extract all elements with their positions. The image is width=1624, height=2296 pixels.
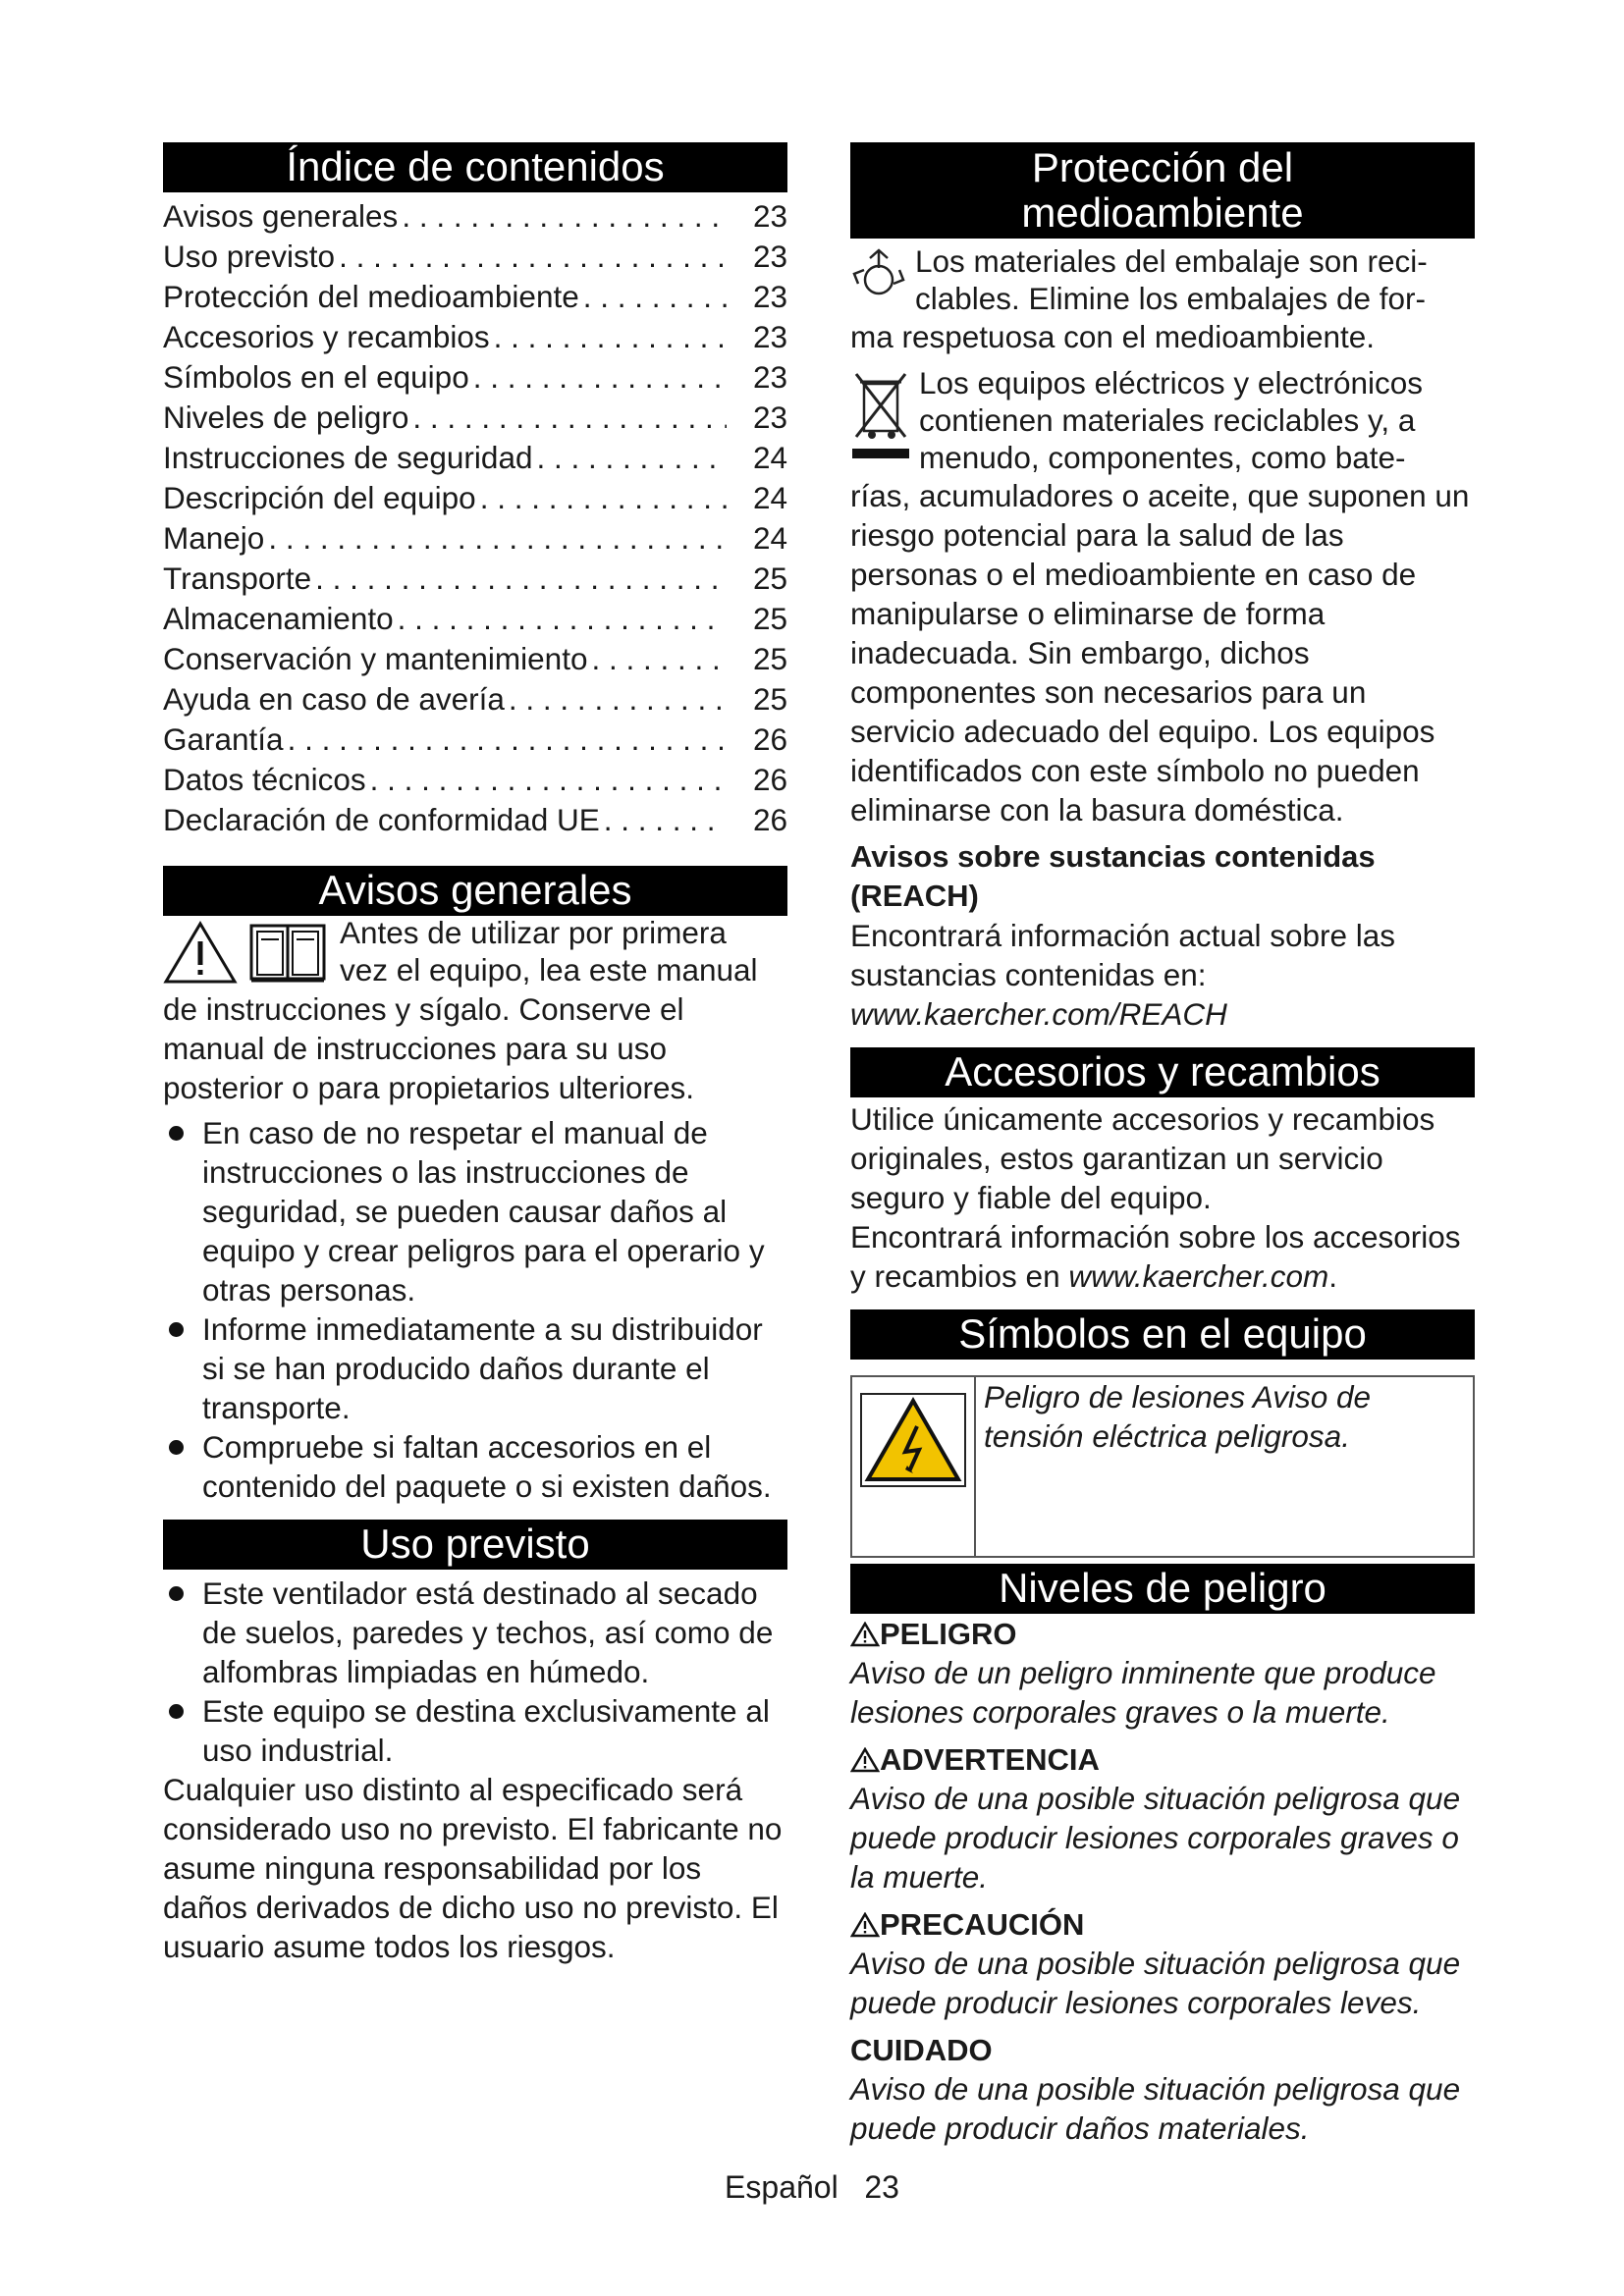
avisos-intro-line2: vez el equipo, lea este manual: [340, 952, 758, 988]
accesorios-text1: Utilice únicamente accesorios y recambios originales, estos garantizan un servicio seguro y fiable del equipo.: [850, 1101, 1435, 1215]
avisos-bullet: Informe inmediatamente a su distribuidor si se han producido daños durante el transporte.: [163, 1309, 787, 1427]
toc-entry[interactable]: Niveles de peligro . . . 23: [163, 398, 787, 438]
manual-book-icon: [247, 920, 328, 989]
footer-page-number: 23: [864, 2169, 899, 2205]
weee-notice: [850, 365, 1475, 476]
caution-level: [850, 1906, 1475, 2022]
recycle-line3: ma respetuosa con el medioambiente.: [850, 319, 1376, 354]
toc-entry[interactable]: Símbolos en el equipo . . . 23: [163, 357, 787, 398]
warning-text: Aviso de una posible situación peligrosa que puede producir lesiones corporales graves o la muerte.: [850, 1781, 1461, 1895]
caution-label: PRECAUCIÓN: [880, 1907, 1085, 1942]
uso-bullet: Este ventilador está destinado al secado de suelos, paredes y techos, así como de alfombras limpiadas en húmedo.: [163, 1574, 787, 1691]
weee-text: rías, acumuladores o aceite, que suponen un riesgo potencial para la salud de las personas o el medioambiente en caso de manipularse o eliminarse de forma inadecuada. Sin embargo, dichos componentes son necesarios para un servicio adecuado del equipo. Los equipos identificados con este símbolo no pueden eliminarse con la basura doméstica.: [850, 478, 1470, 828]
avisos-title: Avisos generales: [163, 866, 787, 916]
toc-entry[interactable]: Conservación y mantenimiento . . . 25: [163, 639, 787, 679]
symbols-table: [850, 1375, 1475, 1558]
warning-triangle-icon: [163, 920, 238, 989]
toc-entry[interactable]: Datos técnicos . . . 26: [163, 760, 787, 800]
toc-entry[interactable]: Almacenamiento . . . 25: [163, 599, 787, 639]
warning-level: [850, 1741, 1475, 1896]
toc-entry[interactable]: Uso previsto . . . 23: [163, 237, 787, 277]
reach-text: Encontrará información actual sobre las sustancias contenidas en: www.kaercher.com/REACH: [850, 918, 1396, 1032]
danger-level: [850, 1616, 1475, 1732]
recycle-line1: Los materiales del embalaje son reci-: [915, 243, 1428, 279]
notice-label: CUIDADO: [850, 2033, 993, 2067]
avisos-intro-line1: Antes de utilizar por primera: [340, 915, 727, 950]
crossed-bin-icon: [850, 368, 911, 467]
electric-shock-warning-icon: [860, 1393, 966, 1556]
symbols-description: Peligro de lesiones Aviso de tensión eléctrica peligrosa.: [984, 1379, 1371, 1454]
notice-level: [850, 2032, 1475, 2148]
toc-entry[interactable]: Avisos generales . . . 23: [163, 196, 787, 237]
danger-label: PELIGRO: [880, 1617, 1017, 1651]
accesorios-title: Accesorios y recambios: [850, 1047, 1475, 1097]
uso-title: Uso previsto: [163, 1520, 787, 1570]
right-column: [850, 142, 1475, 2148]
symbols-icon-cell: [852, 1377, 976, 1556]
caution-triangle-icon: [850, 1912, 880, 1938]
medio-title-line2: medioambiente: [1021, 189, 1304, 236]
medio-title-line1: Protección del: [1031, 144, 1294, 190]
simbolos-title: Símbolos en el equipo: [850, 1309, 1475, 1360]
recycle-line2: clables. Elimine los embalajes de for-: [915, 281, 1426, 316]
avisos-intro-text: de instrucciones y sígalo. Conserve el manual de instrucciones para su uso posterior o para propietarios ulteriores.: [163, 991, 695, 1105]
page-footer: [0, 2169, 1624, 2206]
danger-text: Aviso de un peligro inminente que produce lesiones corporales graves o la muerte.: [850, 1655, 1436, 1730]
avisos-bullet: Compruebe si faltan accesorios en el contenido del paquete o si existen daños.: [163, 1427, 787, 1506]
toc-entry[interactable]: Garantía . . . 26: [163, 720, 787, 760]
reach-heading: Avisos sobre sustancias contenidas (REACH): [850, 839, 1376, 913]
toc-entry[interactable]: Accesorios y recambios . . . 23: [163, 317, 787, 357]
weee-line1: Los equipos eléctricos y electrónicos: [919, 365, 1424, 400]
toc-title: Índice de contenidos: [163, 142, 787, 192]
warning-label: ADVERTENCIA: [880, 1742, 1100, 1777]
weee-line2: contienen materiales reciclables y, a: [919, 402, 1416, 438]
left-column: [163, 142, 787, 1966]
toc-entry[interactable]: Declaración de conformidad UE . . . 26: [163, 800, 787, 840]
avisos-bullet: En caso de no respetar el manual de instrucciones o las instrucciones de seguridad, se pueden causar daños al equipo y crear peligros para el operario y otras personas.: [163, 1113, 787, 1309]
toc-entry[interactable]: Ayuda en caso de avería . . . 25: [163, 679, 787, 720]
footer-language: Español: [725, 2169, 839, 2205]
recycle-icon: [850, 246, 907, 308]
uso-text: Cualquier uso distinto al especificado será considerado uso no previsto. El fabricante no asume ninguna responsabilidad por los daños derivados de dicho uso no previsto. El usuario asume todos los riesgos.: [163, 1772, 783, 1964]
niveles-title: Niveles de peligro: [850, 1564, 1475, 1614]
notice-text: Aviso de una posible situación peligrosa que puede producir daños materiales.: [850, 2071, 1461, 2146]
toc-entry[interactable]: Manejo . . . 24: [163, 518, 787, 559]
toc-entry[interactable]: Transporte . . . 25: [163, 559, 787, 599]
kaercher-link[interactable]: www.kaercher.com: [1068, 1258, 1329, 1294]
recycle-notice: [850, 243, 1475, 317]
weee-line3: menudo, componentes, como bate-: [919, 440, 1406, 475]
toc-entry[interactable]: Descripción del equipo . . . 24: [163, 478, 787, 518]
medio-title: [850, 142, 1475, 239]
reach-link[interactable]: www.kaercher.com/REACH: [850, 996, 1227, 1032]
warning-triangle-small-icon: [850, 1747, 880, 1773]
caution-text: Aviso de una posible situación peligrosa que puede producir lesiones corporales leves.: [850, 1946, 1461, 2020]
toc-entry[interactable]: Instrucciones de seguridad . . . 24: [163, 438, 787, 478]
uso-bullet: Este equipo se destina exclusivamente al uso industrial.: [163, 1691, 787, 1770]
danger-triangle-icon: [850, 1622, 880, 1647]
toc-entry[interactable]: Protección del medioambiente . . . 23: [163, 277, 787, 317]
accesorios-text2: Encontrará información sobre los accesorios y recambios en www.kaercher.com.: [850, 1219, 1461, 1294]
table-of-contents: [163, 196, 787, 840]
avisos-intro: [163, 915, 787, 989]
